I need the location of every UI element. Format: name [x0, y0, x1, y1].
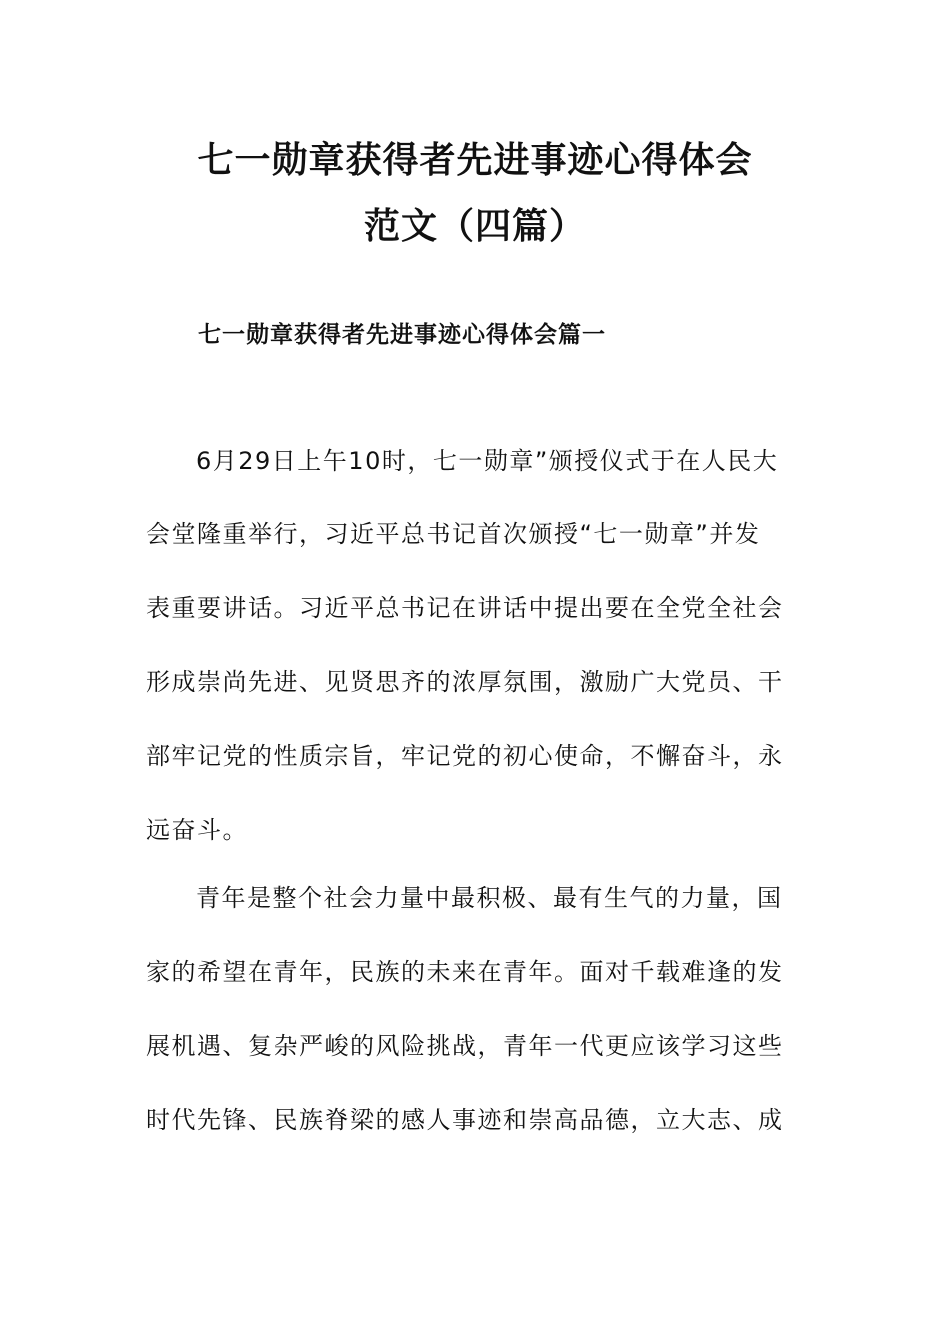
document-title-line-1: 七一勋章获得者先进事迹心得体会 [197, 139, 753, 181]
paragraph-2-line-4: 时代先锋、民族脊梁的感人事迹和崇高品德，立大志、成 [146, 1106, 784, 1134]
paragraph-1-line-3: 表重要讲话。习近平总书记在讲话中提出要在全党全社会 [146, 594, 784, 622]
paragraph-1-line-2: 会堂隆重举行，习近平总书记首次颁授“七一勋章”并发 [146, 520, 761, 548]
paragraph-2-line-1: 青年是整个社会力量中最积极、最有生气的力量，国 [196, 884, 783, 912]
paragraph-1-line-1: 6月29日上午10时，七一勋章”颁授仪式于在人民大 [196, 447, 779, 475]
paragraph-1-line-5: 部牢记党的性质宗旨，牢记党的初心使命，不懈奋斗，永 [146, 742, 784, 770]
paragraph-2-line-3: 展机遇、复杂严峻的风险挑战，青年一代更应该学习这些 [146, 1032, 784, 1060]
paragraph-1-line-6: 远奋斗。 [146, 816, 248, 844]
paragraph-1-line-4: 形成崇尚先进、见贤思齐的浓厚氛围，激励广大党员、干 [146, 668, 784, 696]
section-heading: 七一勋章获得者先进事迹心得体会篇一 [198, 322, 606, 348]
paragraph-2-line-2: 家的希望在青年，民族的未来在青年。面对千载难逢的发 [146, 958, 784, 986]
document-title-line-2: 范文（四篇） [363, 205, 586, 247]
